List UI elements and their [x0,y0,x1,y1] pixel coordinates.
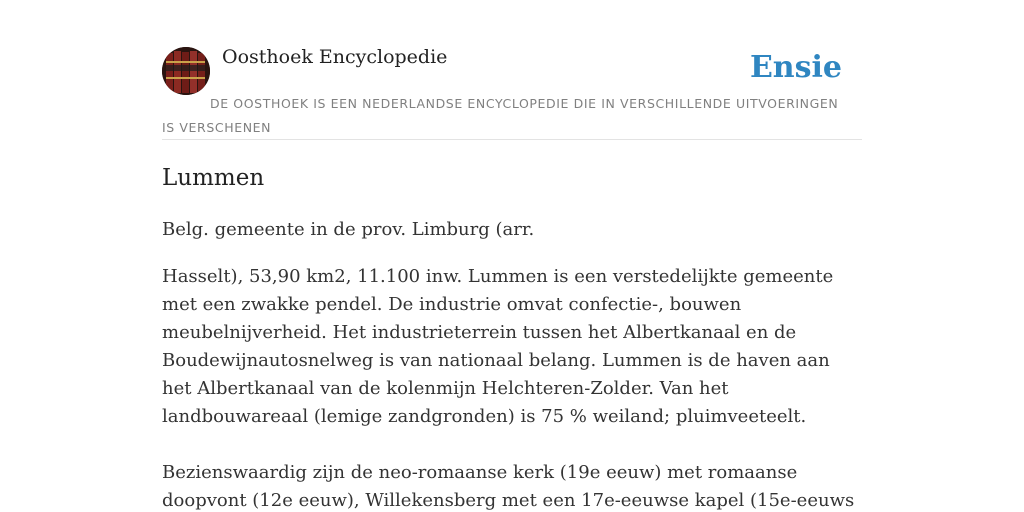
ensie-logo-link[interactable]: Ensie [749,50,842,85]
article-title: Lummen [162,165,265,191]
article [162,160,862,512]
site-name[interactable]: Oosthoek Encyclopedie [222,46,448,68]
site-header [162,44,862,140]
books-image [162,47,210,95]
article-paragraph: Belg. gemeente in de prov. Limburg (arr. [162,219,535,240]
article-paragraph: Hasselt), 53,90 km2, 11.100 inw. Lummen is een verstedelijkte gemeente met een zwakke pendel. De industrie omvat confectie-, bouwen meubelnijverheid. Het industrieterrein tussen het Albertkanaal en de Boudewijnautosnelweg is van nationaal belang. Lummen is de haven aan het Albertkanaal van de kolenmijn Helchteren-Zolder. Van het landbouwareaal (lemige zandgronden) is 75 % weiland; pluimveeteelt. Bezienswaardig zijn de neo-romaanse kerk (19e eeuw) met romaanse doopvont (12e eeuw), Willekensberg met een 17e-eeuwse kapel (15e-eeuws [162,266,855,511]
site-tagline: DE OOSTHOEK IS EEN NEDERLANDSE ENCYCLOPEDIE DIE IN VERSCHILLENDE UITVOERINGEN IS VERSCHENEN [162,96,839,135]
encyclopedia-books-avatar[interactable] [162,47,210,95]
